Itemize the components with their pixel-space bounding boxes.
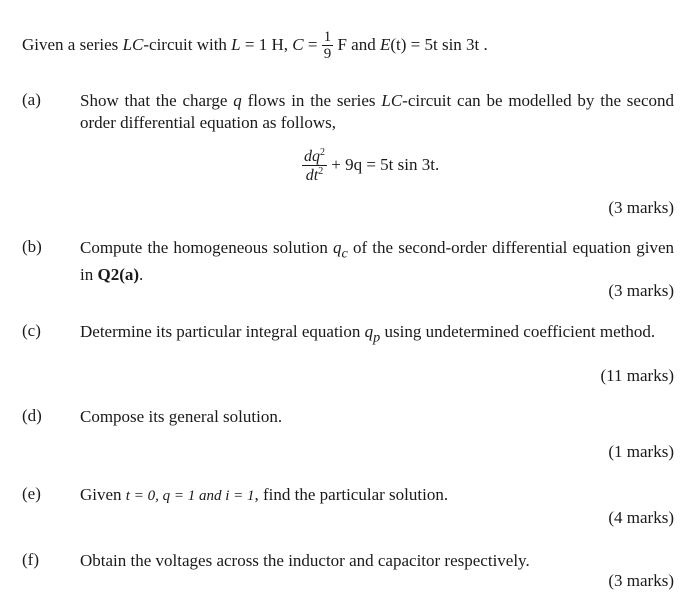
intro-E-arg: (t) <box>390 34 407 54</box>
part-c-text-1: Determine its particular integral equation <box>80 322 361 341</box>
part-c-var: q <box>364 322 374 341</box>
part-e-marks: (4 marks) <box>608 508 674 527</box>
second-derivative-fraction <box>302 148 327 184</box>
intro-C-unit: F <box>337 34 347 54</box>
eq-denominator <box>302 165 327 184</box>
part-b-text-2: of the second-order differential equation given in <box>80 238 674 285</box>
part-c-text <box>80 321 674 348</box>
intro-and: and <box>351 34 376 54</box>
capacitance-denominator: 9 <box>323 46 332 62</box>
differential-equation <box>302 148 439 184</box>
intro-C-symbol: C <box>292 34 304 54</box>
part-c-marks: (11 marks) <box>600 366 674 385</box>
eq-rhs: + 9q = 5t sin 3t. <box>331 154 440 174</box>
intro-E-rhs: = 5t sin 3t . <box>410 34 488 54</box>
intro-C-equals: = <box>307 34 318 54</box>
part-a-marks: (3 marks) <box>608 198 674 217</box>
part-d-text: Compose its general solution. <box>80 407 283 426</box>
part-b-label: (b) <box>22 237 42 256</box>
part-d-label: (d) <box>22 406 42 425</box>
part-b-text-3: . <box>139 265 144 285</box>
part-a-lc: LC <box>381 91 403 110</box>
capacitance-numerator: 1 <box>323 29 332 45</box>
part-f-label: (f) <box>22 550 39 569</box>
part-b-sub: c <box>341 245 348 262</box>
intro-line <box>22 30 488 62</box>
part-a-text-1: Show that the charge <box>80 91 228 110</box>
part-e-text-2: , find the particular solution. <box>254 485 449 504</box>
part-b-text-1: Compute the homogeneous solution <box>80 238 328 257</box>
part-a-var: q <box>233 91 242 110</box>
part-c-sub: p <box>373 329 381 346</box>
part-a-text <box>80 90 674 134</box>
part-d-marks: (1 marks) <box>608 442 674 461</box>
part-a-text-2: flows in the series <box>247 91 376 110</box>
part-b-ref: Q2(a) <box>97 265 140 285</box>
part-e-condition: t = 0, q = 1 and i = 1 <box>125 488 255 504</box>
eq-den-sup: 2 <box>318 166 324 177</box>
intro-L-symbol: L <box>231 34 241 54</box>
intro-lead: Given a series <box>22 34 119 54</box>
part-a-label: (a) <box>22 90 41 109</box>
part-a-text-3: -circuit can be modelled by the second order differential equation as follows, <box>80 91 675 132</box>
part-b-text <box>80 237 674 286</box>
intro-lc: LC <box>122 34 144 54</box>
intro-E-symbol: E <box>379 34 391 54</box>
part-b-marks: (3 marks) <box>608 281 674 300</box>
capacitance-fraction <box>322 30 334 62</box>
intro-L-value: = 1 H, <box>244 34 289 54</box>
part-c-label: (c) <box>22 321 41 340</box>
part-f-marks: (3 marks) <box>608 571 674 590</box>
part-c-text-2: using undetermined coefficient method. <box>384 322 656 341</box>
part-b-var: q <box>333 238 342 257</box>
eq-numerator <box>302 148 327 165</box>
eq-num-text: dq <box>304 148 320 165</box>
intro-circuit-with: -circuit with <box>143 34 227 54</box>
part-f-text: Obtain the voltages across the inductor and capacitor respectively. <box>80 551 530 570</box>
part-e-text-1: Given <box>80 485 122 504</box>
eq-den-text: dt <box>305 167 319 184</box>
part-e-text <box>80 484 674 507</box>
part-e-label: (e) <box>22 484 41 503</box>
eq-num-sup: 2 <box>320 147 325 158</box>
